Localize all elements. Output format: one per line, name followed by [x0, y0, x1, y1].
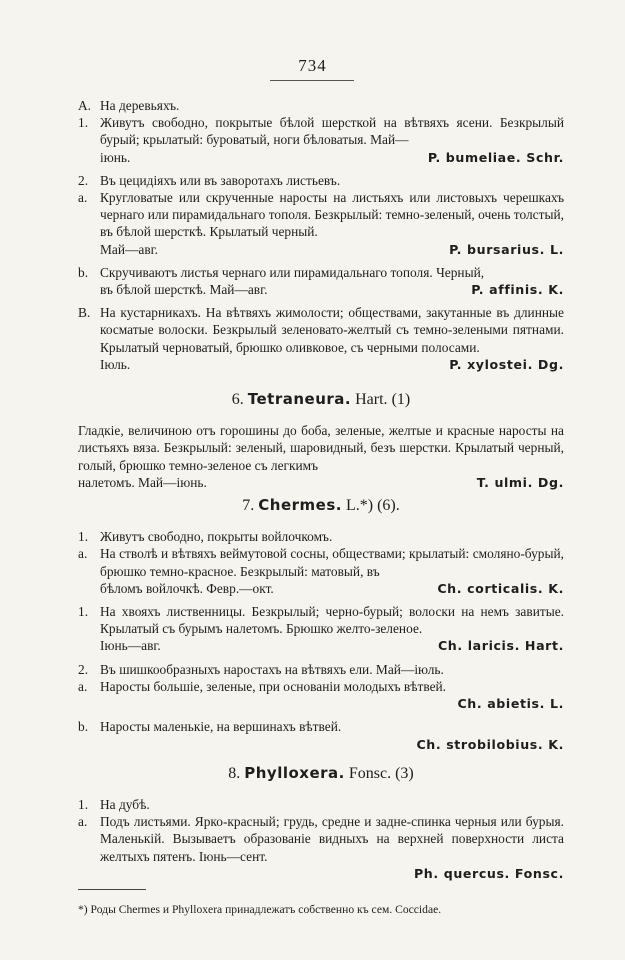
genus-name: Chermes. — [258, 496, 342, 515]
key-marker: b. — [78, 264, 89, 280]
key-text: Подъ листьями. Ярко-красный; грудь, средне и задне-спинка черныя или бурыя. Маленькій. Вызываетъ образованіе видныхъ на верхней поверхности листа желтыхъ пятенъ. Іюнь—сент. — [100, 814, 564, 864]
genus-name: Tetraneura. — [247, 390, 352, 409]
species-name: T. ulmi. Dg. — [476, 474, 564, 490]
genus-author: Hart. — [355, 391, 388, 409]
genus-author: Fonsc. — [348, 764, 392, 782]
species-name: P. bursarius. L. — [449, 241, 564, 257]
species-name: P. affinis. K. — [471, 282, 564, 298]
species-name: Ch. laricis. Hart. — [437, 638, 564, 654]
key-marker: 1. — [78, 796, 89, 812]
genus-heading-chermes — [78, 497, 564, 514]
key-text: Скручиваютъ листья чернаго или пирамидальнаго тополя. Черный, — [100, 264, 485, 280]
key-text-tail: Іюль. — [100, 356, 131, 372]
key-text-tail: бѣломъ войлочкѣ. Февр.—окт. — [100, 580, 274, 596]
page-content — [78, 97, 564, 882]
key-marker: 2. — [78, 661, 89, 677]
page-number-rule — [270, 80, 354, 81]
key-text: Въ цецидіяхъ или въ заворотахъ листьевъ. — [100, 172, 341, 188]
key-marker: a. — [78, 190, 88, 206]
key-text: Наросты маленькіе, на вершинахъ вѣтвей. — [100, 719, 342, 735]
key-text: Живутъ свободно, покрытые бѣлой шерсткой на вѣтвяхъ ясени. Безкрылый бурый; крылатый: буроватый, ноги бѣловатыя. Май— — [100, 115, 564, 148]
key-text: На хвояхъ лиственницы. Безкрылый; черно-бурый; волоски на немъ завитые. Крылатый съ бурымъ налетомъ. Брюшко желто-зеленое. — [100, 604, 564, 637]
key-entry — [78, 264, 564, 298]
genus-name: Phylloxera. — [244, 763, 345, 782]
key-text-tail: іюнь. — [100, 149, 131, 165]
key-entry — [78, 545, 564, 597]
key-marker: 1. — [78, 115, 89, 131]
key-entry — [78, 813, 564, 882]
key-text-tail: въ бѣлой шерсткѣ. Май—авг. — [100, 282, 268, 298]
genus-heading-phylloxera — [78, 765, 564, 782]
footnote: *) Роды Chermes и Phylloxera принадлежатъ собственно къ сем. Coccidae. — [78, 903, 442, 916]
key-marker: a. — [78, 678, 88, 694]
key-entry — [78, 114, 564, 166]
key-text: Наросты большіе, зеленые, при основаніи молодыхъ вѣтвей. — [100, 678, 447, 694]
species-name: P. bumeliae. Schr. — [427, 149, 564, 165]
key-marker: a. — [78, 814, 88, 830]
species-name: Ch. strobilobius. K. — [416, 736, 564, 752]
key-marker: B. — [78, 305, 91, 321]
page-number: 734 — [298, 56, 327, 75]
key-entry — [78, 661, 564, 678]
key-entry — [78, 678, 564, 712]
key-text: Гладкіе, величиною отъ горошины до боба, зеленые, желтые и красные наросты на листьяхъ вяза. Безкрылый: зеленый, шаровидный, безъ шерстки. Крылатый черный, голый, брюшко темно-зеленое съ легкимъ — [78, 423, 564, 473]
key-marker: 1. — [78, 529, 89, 545]
species-name: P. xylostei. Dg. — [449, 356, 564, 372]
genus-number: 6. — [231, 391, 244, 409]
key-entry — [78, 172, 564, 189]
key-entry — [78, 718, 564, 752]
key-text-tail: Іюнь—авг. — [100, 638, 161, 654]
key-text: Живутъ свободно, покрыты войлочкомъ. — [100, 529, 333, 545]
key-marker: a. — [78, 546, 88, 562]
key-text: На кустарникахъ. На вѣтвяхъ жимолости; обществами, закутанные въ длинные косматые волоски. Безкрылый зеленовато-желтый съ темно-зелеными пятнами. Крылатый черноватый, брюшко оливковое, съ черными полосами. — [100, 305, 564, 355]
key-text-tail: Май—авг. — [100, 241, 159, 257]
genus-number: 8. — [228, 764, 241, 782]
key-entry — [78, 97, 564, 114]
key-entry — [78, 528, 564, 545]
key-entry — [78, 304, 564, 373]
genus-count: (1) — [391, 391, 411, 409]
key-marker: 1. — [78, 604, 89, 620]
genus-number: 7. — [242, 497, 255, 515]
key-text: На стволѣ и вѣтвяхъ веймутовой сосны, обществами; крылатый: смоляно-бурый, брюшко темно-красное. Безкрылый: матовый, въ — [100, 546, 564, 579]
footnote-rule — [78, 889, 146, 890]
genus-author: L.*) — [345, 497, 374, 515]
key-entry — [78, 603, 564, 655]
key-marker: A. — [78, 98, 92, 113]
key-text: На деревьяхъ. — [100, 98, 180, 113]
key-marker: b. — [78, 719, 89, 735]
key-marker: 2. — [78, 172, 89, 188]
key-entry — [78, 796, 564, 813]
genus-heading-tetraneura — [78, 391, 564, 408]
key-text: Кругловатые или скрученные наросты на листьяхъ или листовыхъ черешкахъ чернаго или пирамидальнаго тополя. Безкрылый: темно-зеленый, очень толстый, въ бѣлой шерсткѣ. Крылатый черный. — [100, 190, 564, 240]
key-text-tail: налетомъ. Май—іюнь. — [78, 474, 207, 490]
species-name: Ch. abietis. L. — [457, 696, 564, 712]
genus-count: (3) — [395, 764, 414, 782]
species-name: Ph. quercus. Fonsc. — [413, 865, 564, 881]
species-name: Ch. corticalis. K. — [437, 580, 564, 596]
key-text: На дубѣ. — [100, 796, 150, 812]
key-entry — [78, 189, 564, 258]
key-text: Въ шишкообразныхъ наростахъ на вѣтвяхъ ели. Май—іюль. — [100, 661, 444, 677]
tetraneura-description — [78, 422, 564, 491]
genus-count: (6). — [377, 497, 400, 515]
